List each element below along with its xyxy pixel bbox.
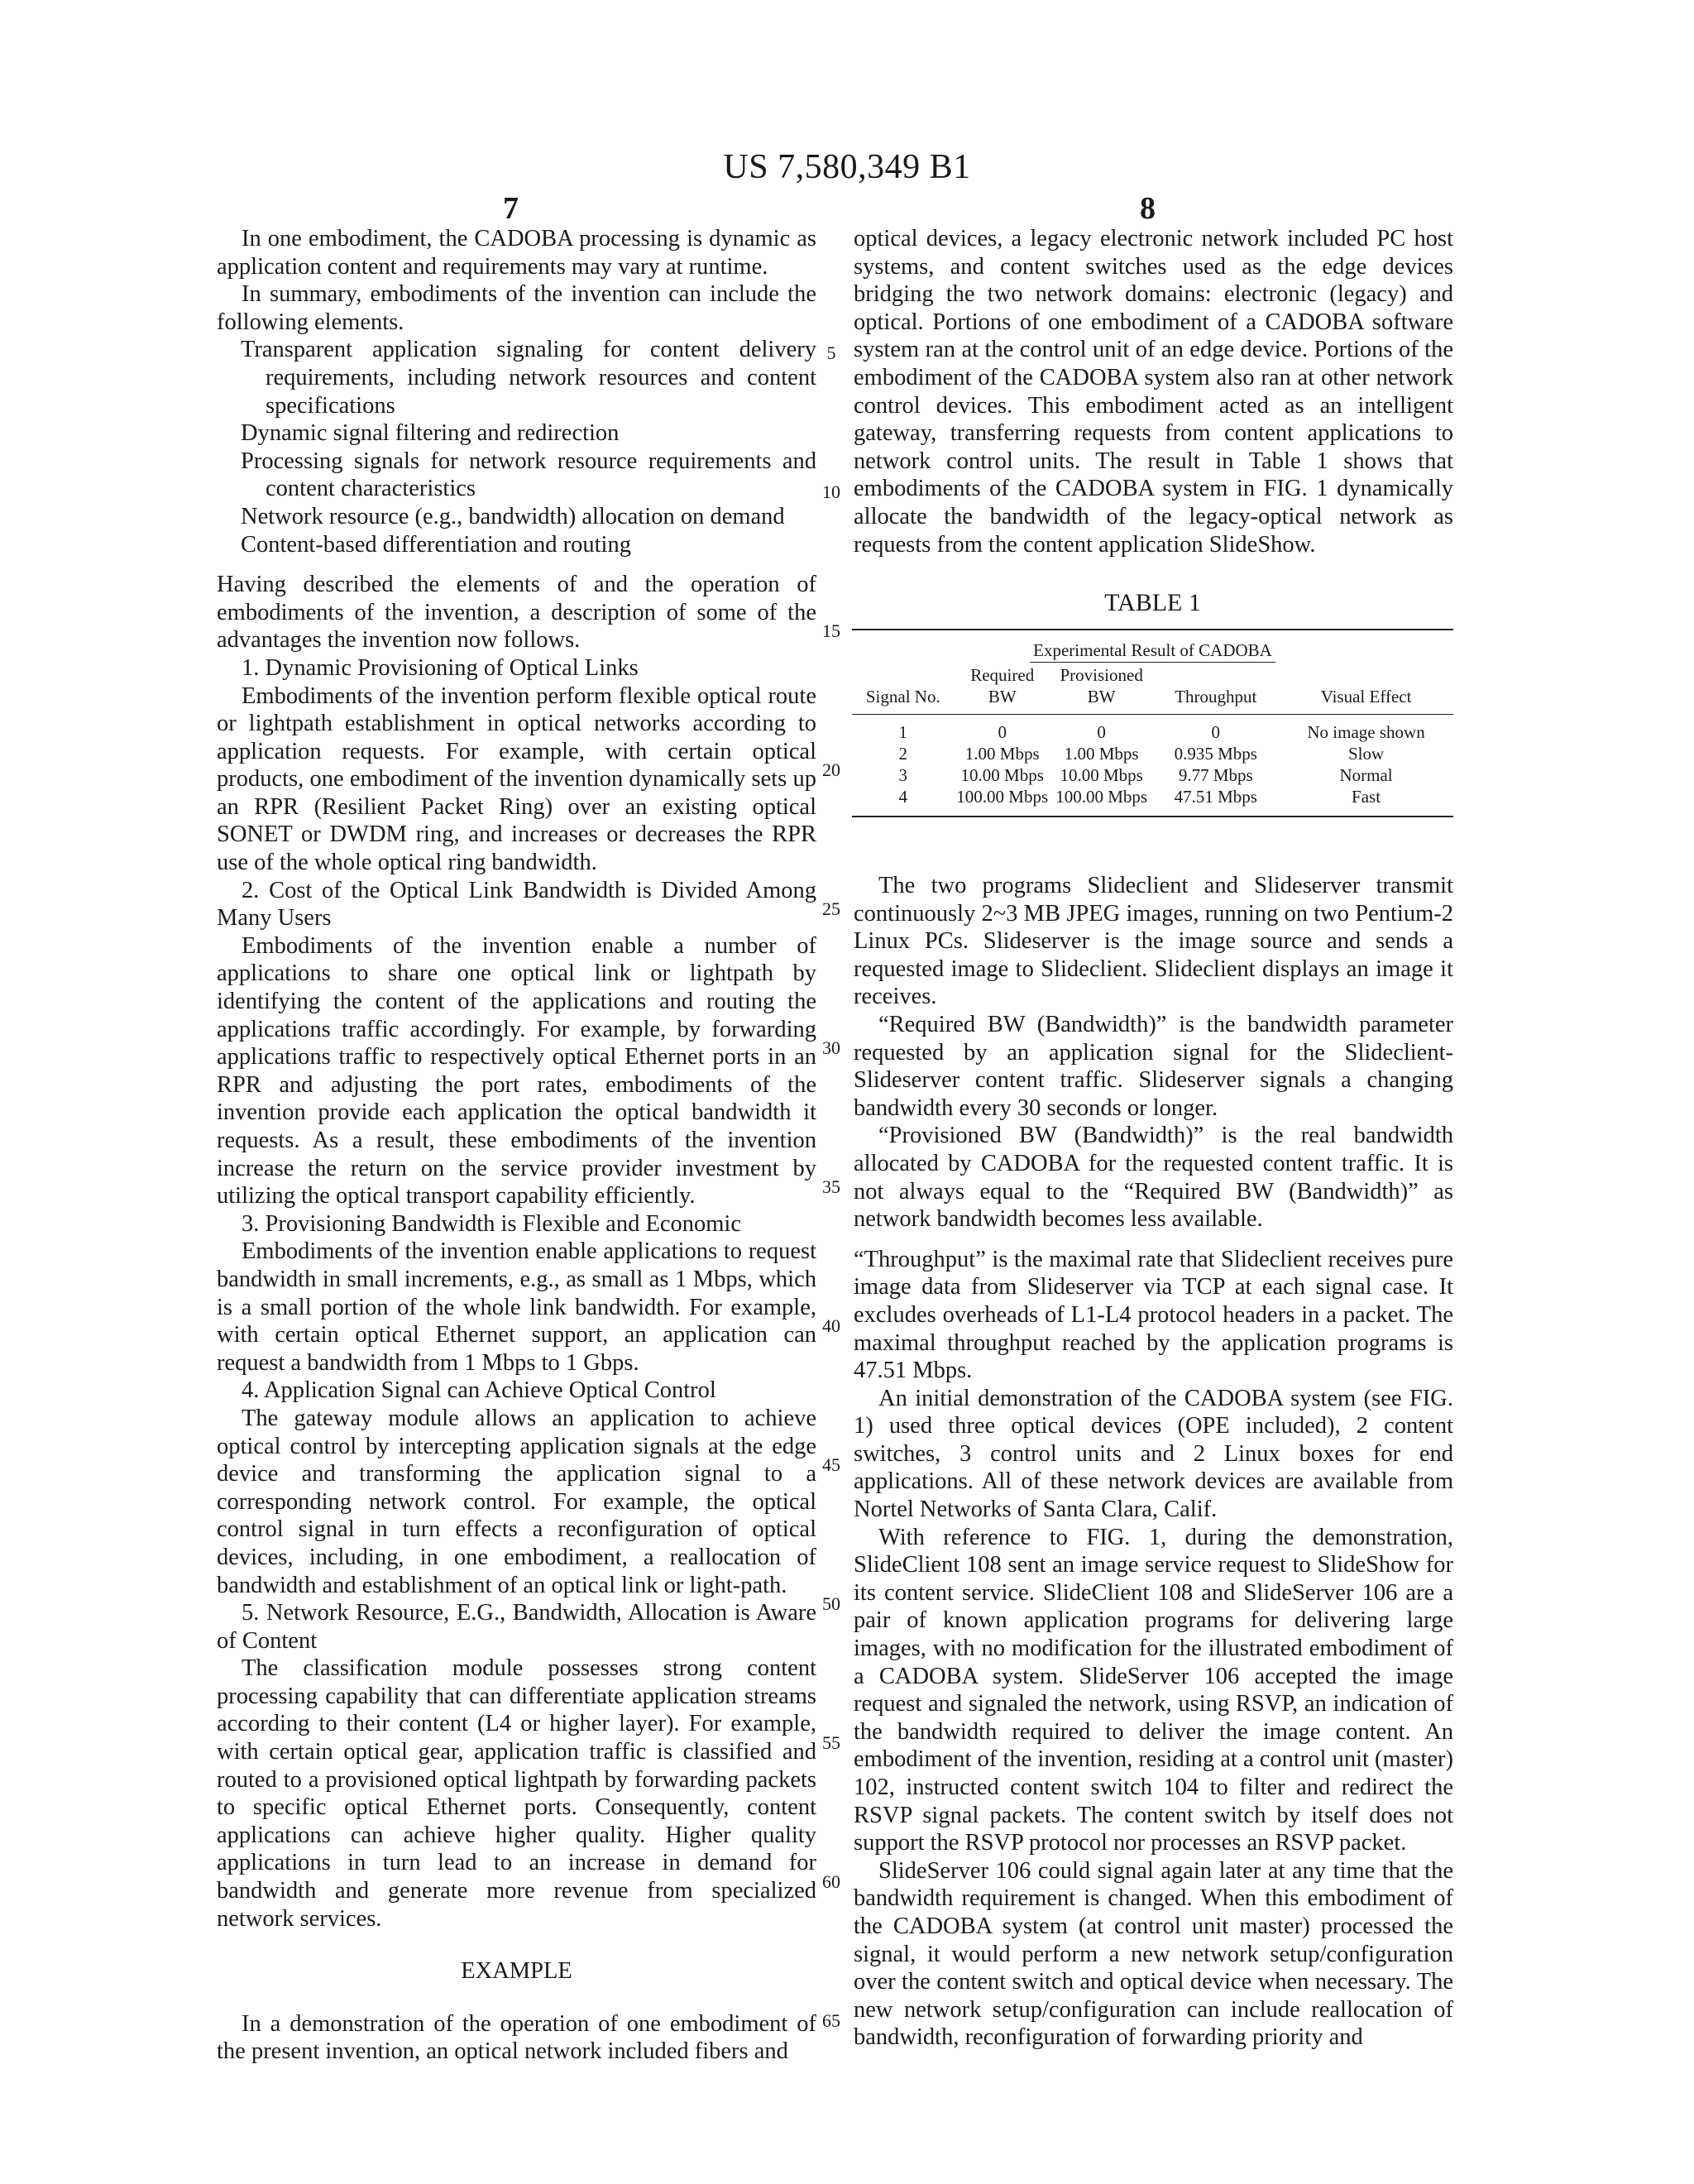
paragraph: In summary, embodiments of the invention can include the following elements.: [217, 281, 816, 335]
right-column-top: [854, 225, 1453, 558]
paragraph: Embodiments of the invention perform flexible optical route or lightpath establishment in optical networks according to application requests. For example, with certain optical products, one embodiment of the invention dynamically sets up an RPR (Resilient Packet Ring) over an existing optical SONET or DWDM ring, and increases or decreases the RPR use of the whole optical ring bandwidth.: [217, 682, 816, 876]
column-header: Signal No.: [865, 687, 940, 706]
table-cell: 1.00 Mbps: [964, 744, 1040, 764]
right-column-bottom: [854, 872, 1453, 2052]
list-item: Transparent application signaling for content delivery requirements, including network resources and content specifications: [241, 337, 816, 419]
results-table: [852, 661, 1453, 816]
line-number: 65: [822, 2010, 840, 2031]
table-row: [852, 786, 1453, 807]
line-number: 60: [822, 1871, 840, 1892]
left-column: [217, 225, 816, 2066]
list-item: Processing signals for network resource requirements and content characteristics: [241, 448, 816, 502]
line-number: 55: [822, 1732, 840, 1753]
table-cell: No image shown: [1307, 722, 1425, 742]
line-number: 5: [826, 342, 836, 363]
paragraph: An initial demonstration of the CADOBA system (see FIG. 1) used three optical devices (OPE included), 2 content switches, 3 control units and 2 Linux boxes for end applications. All of these network devices are available from Nortel Networks of Santa Clara, Calif.: [854, 1385, 1453, 1523]
line-number: 40: [822, 1315, 840, 1336]
line-number: 20: [822, 759, 840, 780]
paragraph: “Throughput” is the maximal rate that Slideclient receives pure image data from Slideserver via TCP at each signal case. It excludes overheads of L1-L4 protocol headers in a packet. The maximal throughput reached by the application programs is 47.51 Mbps.: [854, 1246, 1453, 1384]
paragraph: In one embodiment, the CADOBA processing is dynamic as application content and requirements may vary at runtime.: [217, 226, 816, 280]
table-cell: 47.51 Mbps: [1174, 787, 1257, 807]
line-number: 45: [822, 1454, 840, 1475]
table-cell: 4: [898, 787, 908, 807]
paragraph: Having described the elements of and the operation of embodiments of the invention, a description of some of the advantages the invention now follows.: [217, 572, 816, 654]
paragraph: “Required BW (Bandwidth)” is the bandwidth parameter requested by an application signal for the Slideclient-Slideserver content traffic. Slideserver signals a changing bandwidth every 30 seconds or longer.: [854, 1011, 1453, 1121]
table-title: TABLE 1: [1104, 589, 1201, 616]
table-1: [852, 589, 1453, 817]
section-heading: 4. Application Signal can Achieve Optical Control: [242, 1377, 716, 1404]
table-cell: 0: [1211, 722, 1221, 742]
section-heading: 2. Cost of the Optical Link Bandwidth is Divided Among Many Users: [217, 877, 816, 932]
table-row: [852, 764, 1453, 786]
section-heading: 5. Network Resource, E.G., Bandwidth, Allocation is Aware of Content: [217, 1600, 816, 1654]
paragraph: SlideServer 106 could signal again later at any time that the bandwidth requirement is changed. When this embodiment of the CADOBA system (at control unit master) processed the signal, it would perform a new network setup/configuration over the content switch and optical device when necessary. The new network setup/configuration can include reallocation of bandwidth, reconfiguration of forwarding priority and: [854, 1857, 1453, 2051]
paragraph: Embodiments of the invention enable applications to request bandwidth in small increments, e.g., as small as 1 Mbps, which is a small portion of the whole link bandwidth. For example, with certain optical Ethernet support, an application can request a bandwidth from 1 Mbps to 1 Gbps.: [217, 1238, 816, 1376]
table-cell: 0.935 Mbps: [1174, 744, 1257, 764]
page-number-right: 8: [1140, 191, 1156, 226]
column-header: Required BW: [970, 665, 1035, 706]
paragraph: The two programs Slideclient and Slideserver transmit continuously 2~3 MB JPEG images, running on two Pentium-2 Linux PCs. Slideserver is the image source and sends a requested image to Slideclient. Slideclient displays an image it receives.: [854, 873, 1453, 1010]
table-cell: 2: [898, 744, 908, 764]
table-cell: 9.77 Mbps: [1178, 765, 1253, 785]
table-subtitle: Experimental Result of CADOBA: [852, 640, 1453, 661]
table-cell: Normal: [1339, 765, 1393, 785]
column-header: Visual Effect: [1320, 687, 1412, 706]
table-cell: 10.00 Mbps: [960, 765, 1044, 785]
table-cell: 100.00 Mbps: [1055, 787, 1148, 807]
line-number: 25: [822, 898, 840, 919]
list-item: Dynamic signal filtering and redirection: [241, 420, 620, 447]
paragraph: The gateway module allows an application to achieve optical control by intercepting application signals at the edge device and transforming the application signal to a corresponding network control. For example, the optical control signal in turn effects a reconfiguration of optical devices, including, in one embodiment, a reallocation of bandwidth and establishment of an optical link or light-path.: [217, 1405, 816, 1598]
paragraph: In a demonstration of the operation of one embodiment of the present invention, an optical network included fibers and: [217, 2010, 816, 2065]
column-header: Provisioned BW: [1060, 665, 1143, 706]
patent-number: US 7,580,349 B1: [723, 148, 971, 186]
table-cell: Fast: [1352, 787, 1381, 807]
line-number: 10: [822, 481, 840, 502]
paragraph: optical devices, a legacy electronic network included PC host systems, and content switches used as the edge devices bridging the two network domains: electronic (legacy) and optical. Portions of one embodiment of a CADOBA software system ran at the control unit of an edge device. Portions of the embodiment of the CADOBA system also ran at other network control devices. This embodiment acted as an intelligent gateway, transferring requests from content applications to network control units. The result in Table 1 shows that embodiments of the CADOBA system in FIG. 1 dynamically allocate the bandwidth of the legacy-optical network as requests from the content application SlideShow.: [854, 226, 1453, 558]
paragraph: The classification module possesses strong content processing capability that can differentiate application streams according to their content (L4 or higher layer). For example, with certain optical gear, application traffic is classified and routed to a provisioned optical lightpath by forwarding packets to specific optical Ethernet ports. Consequently, content applications can achieve higher quality. Higher quality applications in turn lead to an increase in demand for bandwidth and generate more revenue from specialized network services.: [217, 1655, 816, 1932]
section-heading: 1. Dynamic Provisioning of Optical Links: [242, 654, 639, 681]
paragraph: With reference to FIG. 1, during the demonstration, SlideClient 108 sent an image service request to SlideShow for its content service. SlideClient 108 and SlideServer 106 are a pair of known application programs for delivering large images, with no modification for the illustrated embodiment of a CADOBA system. SlideServer 106 accepted the image request and signaled the network, using RSVP, an indication of the bandwidth required to deliver the image content. An embodiment of the invention, residing at a control unit (master) 102, instructed content switch 104 to filter and redirect the RSVP signal packets. The content switch by itself does not support the RSVP protocol nor processes an RSVP packet.: [854, 1524, 1453, 1856]
table-cell: Slow: [1347, 744, 1385, 764]
table-cell: 0: [998, 722, 1007, 742]
line-number: 30: [822, 1037, 840, 1058]
list-item: Content-based differentiation and routing: [241, 531, 631, 558]
paragraph: “Provisioned BW (Bandwidth)” is the real bandwidth allocated by CADOBA for the requested content traffic. It is not always equal to the “Required BW (Bandwidth)” as network bandwidth becomes less available.: [854, 1123, 1453, 1233]
table-cell: 100.00 Mbps: [956, 787, 1049, 807]
table-cell: 1.00 Mbps: [1064, 744, 1139, 764]
table-cell: 0: [1097, 722, 1106, 742]
line-number: 35: [822, 1176, 840, 1197]
table-row: [852, 721, 1453, 743]
table-cell: 1: [898, 722, 908, 742]
paragraph: Embodiments of the invention enable a number of applications to share one optical link or lightpath by identifying the content of the applications and routing the applications traffic accordingly. For example, by forwarding applications traffic to respectively optical Ethernet ports in an RPR and adjusting the port rates, embodiments of the invention provide each application the optical bandwidth it requests. As a result, these embodiments of the invention increase the return on the service provider investment by utilizing the optical transport capability efficiently.: [217, 932, 816, 1209]
example-heading: EXAMPLE: [461, 1958, 572, 1985]
page-number-left: 7: [503, 191, 519, 226]
section-heading: 3. Provisioning Bandwidth is Flexible and Economic: [242, 1210, 741, 1237]
table-row: [852, 743, 1453, 764]
column-header: Throughput: [1175, 687, 1257, 706]
list-item: Network resource (e.g., bandwidth) allocation on demand: [241, 503, 785, 529]
table-cell: 3: [898, 765, 908, 785]
line-number: 15: [822, 620, 840, 641]
line-number: 50: [822, 1593, 840, 1614]
table-cell: 10.00 Mbps: [1060, 765, 1143, 785]
